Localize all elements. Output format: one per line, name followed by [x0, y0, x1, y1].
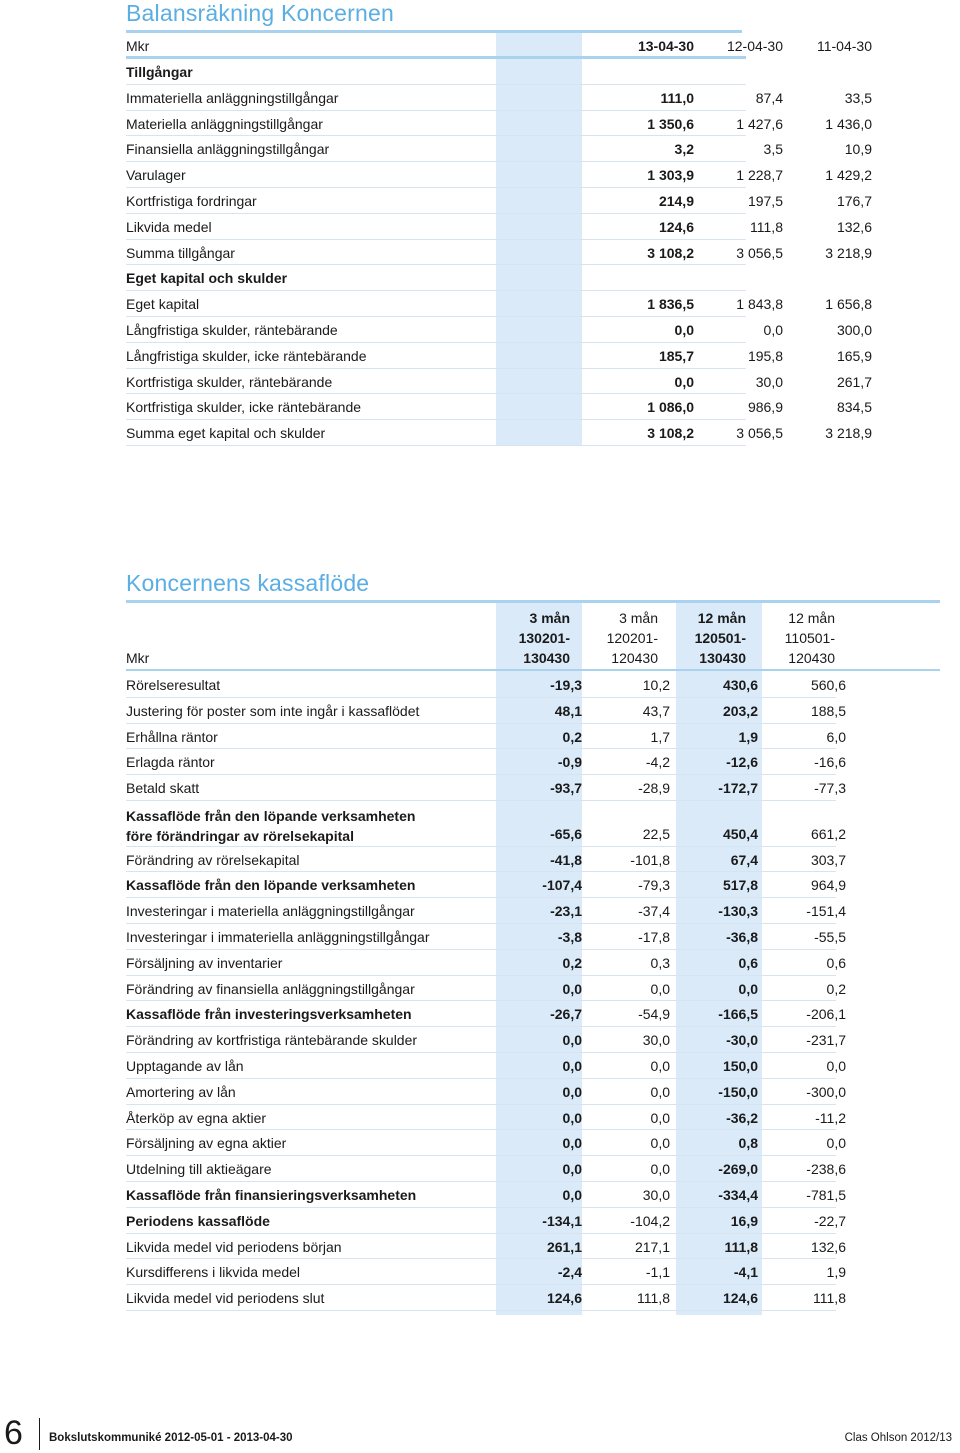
- row-value-c1: 124,6: [658, 218, 694, 235]
- table-row: [126, 1001, 846, 1027]
- row-label-line1: Betald skatt: [126, 780, 200, 797]
- row-label: [126, 806, 415, 846]
- table-row: [126, 950, 846, 976]
- row-label-line1: Erhållna räntor: [126, 728, 218, 745]
- table-row: [126, 343, 872, 369]
- row-label-line1: Återköp av egna aktier: [126, 1109, 267, 1126]
- table-row: [126, 1285, 846, 1311]
- row-value-c2: 1 228,7: [736, 167, 783, 184]
- row-value-c2: 217,1: [634, 1238, 670, 1255]
- balance-table: [126, 59, 872, 446]
- row-label: Långfristiga skulder, räntebärande: [126, 321, 338, 338]
- table-row: [126, 85, 872, 111]
- row-label: [126, 1006, 412, 1022]
- table-row: [126, 111, 872, 137]
- row-value-c2: 195,8: [747, 347, 783, 364]
- cashflow-header-col2: [607, 608, 658, 668]
- row-label: [126, 780, 199, 796]
- table-row: [126, 188, 872, 214]
- row-label-line2: före förändringar av rörelsekapital: [126, 827, 354, 844]
- row-value-c3: 300,0: [836, 321, 872, 338]
- row-label: Eget kapital och skulder: [126, 270, 288, 287]
- row-label-line1: Likvida medel vid periodens början: [126, 1238, 342, 1255]
- table-row: [126, 240, 872, 266]
- row-value-c2: 22,5: [642, 825, 670, 842]
- row-value-c3: 67,4: [730, 851, 758, 868]
- cashflow-table: [126, 672, 846, 1311]
- row-value-c1: 111,0: [660, 89, 694, 106]
- row-label: [126, 1135, 286, 1151]
- row-value-c4: -300,0: [806, 1083, 846, 1100]
- row-value-c2: 0,0: [650, 1135, 670, 1152]
- row-value-c4: 132,6: [810, 1238, 846, 1255]
- row-value-c1: 0,2: [562, 954, 582, 971]
- cashflow-header-col3-period: 12 mån: [697, 610, 746, 626]
- row-value-c2: 0,0: [650, 1161, 670, 1178]
- table-row: [126, 214, 872, 240]
- cashflow-header-col3: [695, 608, 746, 668]
- row-value-c2: -28,9: [638, 780, 670, 797]
- balance-title: Balansräkning Koncernen: [126, 0, 394, 26]
- row-label-line1: Investeringar i materiella anläggningstillgångar: [126, 903, 415, 920]
- row-value-c3: -4,1: [733, 1264, 758, 1281]
- row-label: [126, 1290, 324, 1306]
- table-row: [126, 1053, 846, 1079]
- row-value-c3: 517,8: [722, 877, 758, 894]
- row-value-c3: 1 436,0: [825, 115, 872, 132]
- row-value-c4: 303,7: [810, 851, 846, 868]
- row-label: Varulager: [126, 167, 186, 184]
- row-label: [126, 1110, 266, 1126]
- table-row: [126, 1156, 846, 1182]
- row-label: [126, 903, 415, 919]
- row-label: Kortfristiga fordringar: [126, 192, 257, 209]
- row-label-line1: Rörelseresultat: [126, 677, 221, 693]
- row-value-c1: -41,8: [550, 851, 582, 868]
- row-value-c4: -22,7: [814, 1212, 846, 1229]
- row-label: Materiella anläggningstillgångar: [126, 115, 323, 132]
- row-value-c1: -23,1: [550, 903, 582, 920]
- row-value-c2: 43,7: [642, 702, 670, 719]
- row-value-c2: 30,0: [755, 373, 783, 390]
- cashflow-header-col3-from: 120501-: [694, 630, 746, 646]
- row-label-line1: Investeringar i immateriella anläggningstillgångar: [126, 928, 430, 945]
- row-value-c1: 0,0: [562, 1135, 582, 1152]
- row-value-c3: 176,7: [836, 192, 872, 209]
- row-value-c2: -54,9: [638, 1006, 670, 1023]
- row-value-c1: -65,6: [550, 825, 582, 842]
- row-value-c1: 48,1: [554, 702, 582, 719]
- table-row: [126, 265, 746, 291]
- row-label-line1: Utdelning till aktieägare: [126, 1161, 272, 1178]
- cashflow-header-col1: [519, 608, 570, 668]
- row-value-c3: 450,4: [722, 825, 758, 842]
- row-value-c3: 1 429,2: [825, 167, 872, 184]
- row-value-c1: 0,0: [562, 1161, 582, 1178]
- row-value-c3: 430,6: [722, 677, 758, 693]
- row-value-c2: 3,5: [763, 141, 783, 158]
- row-value-c1: 3 108,2: [647, 244, 694, 261]
- row-value-c3: 16,9: [730, 1212, 758, 1229]
- row-value-c2: 197,5: [747, 192, 783, 209]
- row-label: [126, 1239, 342, 1255]
- row-value-c3: -30,0: [726, 1032, 758, 1049]
- row-value-c2: 0,0: [650, 1109, 670, 1126]
- row-value-c2: -79,3: [638, 877, 670, 894]
- row-label: [126, 1264, 300, 1280]
- row-value-c1: -2,4: [557, 1264, 582, 1281]
- row-value-c1: -26,7: [550, 1006, 582, 1023]
- row-label-line1: Förändring av rörelsekapital: [126, 851, 300, 868]
- row-value-c3: 124,6: [722, 1290, 758, 1307]
- row-value-c3: 33,5: [844, 89, 872, 106]
- table-row: [126, 369, 872, 395]
- row-label-line1: Förändring av finansiella anläggningstillgångar: [126, 980, 415, 997]
- row-value-c3: -130,3: [718, 903, 758, 920]
- row-value-c1: -3,8: [557, 928, 582, 945]
- row-value-c2: 0,0: [650, 1057, 670, 1074]
- row-value-c3: 1,9: [738, 728, 758, 745]
- row-label-line1: Erlagda räntor: [126, 754, 215, 771]
- row-label: Kortfristiga skulder, räntebärande: [126, 373, 333, 390]
- row-value-c2: -101,8: [630, 851, 670, 868]
- row-label: [126, 1161, 272, 1177]
- row-value-c1: 3,2: [674, 141, 694, 158]
- row-value-c1: 261,1: [546, 1238, 582, 1255]
- row-value-c1: 1 303,9: [647, 167, 694, 184]
- row-label: Immateriella anläggningstillgångar: [126, 89, 339, 106]
- balance-header: [126, 33, 872, 59]
- table-row: [126, 898, 846, 924]
- footer-report-title: Bokslutskommuniké 2012-05-01 - 2013-04-30: [49, 1432, 293, 1444]
- row-value-c3: -12,6: [726, 754, 758, 771]
- row-label: [126, 981, 415, 997]
- row-label-line1: Försäljning av egna aktier: [126, 1135, 287, 1152]
- table-row: [126, 698, 846, 724]
- table-row: [126, 1105, 846, 1131]
- row-label: [126, 1084, 236, 1100]
- row-label: [126, 703, 419, 719]
- row-value-c1: 185,7: [658, 347, 694, 364]
- row-value-c4: -151,4: [806, 903, 846, 920]
- row-label: Finansiella anläggningstillgångar: [126, 141, 330, 158]
- row-label: [126, 677, 220, 693]
- table-row: [126, 749, 846, 775]
- row-value-c2: 111,8: [750, 218, 783, 235]
- row-value-c2: 30,0: [642, 1032, 670, 1049]
- row-label: [126, 877, 415, 893]
- row-value-c4: -11,2: [815, 1109, 846, 1126]
- cashflow-header-col2-from: 120201-: [606, 630, 658, 646]
- table-row: [126, 420, 872, 446]
- row-value-c4: -231,7: [806, 1032, 846, 1049]
- row-value-c4: -16,6: [814, 754, 846, 771]
- row-value-c4: -55,5: [814, 928, 846, 945]
- row-value-c3: -36,8: [726, 928, 758, 945]
- footer-company: Clas Ohlson 2012/13: [844, 1432, 952, 1444]
- row-value-c2: 111,8: [637, 1290, 670, 1307]
- row-value-c2: -4,2: [645, 754, 670, 771]
- cashflow-header-col4-from: 110501-: [784, 630, 835, 646]
- table-row: [126, 801, 846, 847]
- row-value-c2: 0,0: [763, 321, 783, 338]
- table-row: [126, 291, 872, 317]
- table-row: [126, 1182, 846, 1208]
- row-value-c4: 560,6: [810, 677, 846, 693]
- row-label: [126, 754, 215, 770]
- row-value-c4: 0,2: [826, 980, 846, 997]
- balance-header-label: Mkr: [126, 38, 150, 54]
- cashflow-header-col4: [785, 608, 835, 668]
- row-label-line1: Upptagande av lån: [126, 1057, 244, 1074]
- row-label: Tillgångar: [126, 64, 193, 80]
- table-row: [126, 724, 846, 750]
- table-row: [126, 1234, 846, 1260]
- row-label: [126, 1213, 270, 1229]
- row-value-c1: -107,4: [542, 877, 582, 894]
- table-row: [126, 672, 846, 698]
- row-label-line1: Förändring av kortfristiga räntebärande skulder: [126, 1032, 418, 1049]
- row-value-c4: 188,5: [810, 702, 846, 719]
- cashflow-header-col4-to: 120430: [788, 650, 835, 666]
- row-label: [126, 955, 282, 971]
- row-value-c2: 3 056,5: [736, 425, 783, 442]
- page-number: 6: [4, 1414, 23, 1452]
- table-row: [126, 1130, 846, 1156]
- row-value-c1: 124,6: [546, 1290, 582, 1307]
- row-value-c3: 0,8: [738, 1135, 758, 1152]
- row-value-c1: 1 086,0: [647, 399, 694, 416]
- table-row: [126, 847, 846, 873]
- row-value-c2: 986,9: [747, 399, 783, 416]
- table-row: [126, 775, 846, 801]
- row-value-c1: -19,3: [550, 677, 582, 693]
- row-value-c3: 3 218,9: [825, 425, 872, 442]
- cashflow-header-col4-period: 12 mån: [788, 610, 835, 626]
- row-value-c3: 0,6: [738, 954, 758, 971]
- row-value-c3: -166,5: [718, 1006, 758, 1023]
- row-label: [126, 1058, 244, 1074]
- row-value-c1: 0,0: [562, 1083, 582, 1100]
- row-label: Likvida medel: [126, 218, 212, 235]
- row-value-c4: -77,3: [814, 780, 846, 797]
- row-value-c3: 3 218,9: [825, 244, 872, 261]
- cashflow-header-col1-from: 130201-: [518, 630, 570, 646]
- row-value-c1: 0,0: [562, 1109, 582, 1126]
- row-value-c4: 1,9: [826, 1264, 846, 1281]
- cashflow-header-col1-period: 3 mån: [529, 610, 570, 626]
- row-value-c3: 150,0: [722, 1057, 758, 1074]
- row-value-c1: 0,0: [562, 1032, 582, 1049]
- row-label-line1: Amortering av lån: [126, 1083, 236, 1100]
- row-label: [126, 1032, 417, 1048]
- row-value-c4: 6,0: [826, 728, 846, 745]
- row-label: [126, 929, 430, 945]
- row-value-c3: 10,9: [844, 141, 872, 158]
- row-value-c2: 3 056,5: [736, 244, 783, 261]
- row-label-line1: Likvida medel vid periodens slut: [126, 1290, 325, 1307]
- balance-header-col2: 12-04-30: [726, 38, 783, 54]
- row-label-line1: Försäljning av inventarier: [126, 954, 283, 971]
- page-footer: [0, 1410, 960, 1451]
- row-value-c1: 3 108,2: [647, 425, 694, 442]
- row-value-c3: -334,4: [718, 1186, 758, 1203]
- row-value-c2: 87,4: [755, 89, 783, 106]
- balance-header-col1: 13-04-30: [637, 38, 694, 54]
- row-label-line1: Kursdifferens i likvida medel: [126, 1264, 301, 1281]
- row-label-line1: Justering för poster som inte ingår i kassaflödet: [126, 702, 420, 719]
- table-row: [126, 976, 846, 1002]
- row-value-c1: 1 350,6: [647, 115, 694, 132]
- row-value-c4: -781,5: [806, 1186, 846, 1203]
- cashflow-header-col1-to: 130430: [523, 650, 570, 666]
- row-value-c2: 30,0: [642, 1186, 670, 1203]
- row-value-c4: -238,6: [806, 1161, 846, 1178]
- row-value-c2: -37,4: [638, 903, 670, 920]
- cashflow-header-col3-to: 130430: [699, 650, 746, 666]
- row-value-c2: 1 427,6: [736, 115, 783, 132]
- row-value-c4: 661,2: [810, 825, 846, 842]
- row-label: Långfristiga skulder, icke räntebärande: [126, 347, 367, 364]
- row-value-c3: 165,9: [836, 347, 872, 364]
- row-value-c1: 0,0: [674, 321, 694, 338]
- row-value-c2: 1,7: [650, 728, 670, 745]
- table-row: [126, 872, 846, 898]
- row-value-c3: 1 656,8: [825, 296, 872, 313]
- row-label-line1: Kassaflöde från den löpande verksamheten: [126, 807, 416, 824]
- row-value-c3: -150,0: [718, 1083, 758, 1100]
- row-value-c3: -269,0: [718, 1161, 758, 1178]
- cashflow-header-col2-to: 120430: [611, 650, 658, 666]
- row-value-c1: -0,9: [557, 754, 582, 771]
- row-value-c3: -36,2: [726, 1109, 758, 1126]
- row-value-c3: 834,5: [836, 399, 872, 416]
- row-value-c1: -134,1: [542, 1212, 582, 1229]
- cashflow-header-col2-period: 3 mån: [619, 610, 658, 626]
- row-label: [126, 1187, 416, 1203]
- table-row: [126, 1027, 846, 1053]
- row-value-c1: 0,0: [562, 1186, 582, 1203]
- row-value-c2: -17,8: [638, 928, 670, 945]
- row-value-c4: 0,6: [826, 954, 846, 971]
- row-value-c2: 0,3: [650, 954, 670, 971]
- row-label: [126, 852, 300, 868]
- row-value-c2: 0,0: [650, 1083, 670, 1100]
- row-value-c4: 111,8: [813, 1290, 846, 1307]
- cashflow-header-rule: [126, 669, 940, 671]
- row-value-c3: 261,7: [836, 373, 872, 390]
- row-value-c4: 964,9: [810, 877, 846, 894]
- row-value-c2: 0,0: [650, 980, 670, 997]
- row-value-c1: 1 836,5: [647, 296, 694, 313]
- table-row: [126, 394, 872, 420]
- row-label-line1: Kassaflöde från investeringsverksamheten: [126, 1006, 412, 1023]
- row-value-c3: 0,0: [738, 980, 758, 997]
- row-value-c4: 0,0: [826, 1057, 846, 1074]
- table-row: [126, 136, 872, 162]
- table-row: [126, 59, 746, 85]
- row-value-c3: 203,2: [722, 702, 758, 719]
- row-label: [126, 729, 218, 745]
- cashflow-header-label: Mkr: [126, 650, 150, 666]
- footer-divider: [39, 1418, 40, 1450]
- table-row: [126, 924, 846, 950]
- table-row: [126, 1259, 846, 1285]
- row-value-c1: -93,7: [550, 780, 582, 797]
- row-value-c3: -172,7: [718, 780, 758, 797]
- row-value-c1: 0,2: [562, 728, 582, 745]
- row-value-c4: 0,0: [826, 1135, 846, 1152]
- row-value-c2: 10,2: [642, 677, 670, 693]
- row-value-c1: 0,0: [562, 980, 582, 997]
- row-label-line1: Periodens kassaflöde: [126, 1212, 270, 1229]
- cashflow-title: Koncernens kassaflöde: [126, 570, 370, 596]
- row-value-c1: 0,0: [562, 1057, 582, 1074]
- row-value-c2: 1 843,8: [736, 296, 783, 313]
- table-row: [126, 162, 872, 188]
- row-label-line1: Kassaflöde från den löpande verksamheten: [126, 877, 416, 894]
- balance-header-col3: 11-04-30: [816, 38, 872, 54]
- row-value-c4: -206,1: [806, 1006, 846, 1023]
- row-value-c3: 111,8: [724, 1238, 758, 1255]
- row-value-c2: -104,2: [630, 1212, 670, 1229]
- table-row: [126, 317, 872, 343]
- row-value-c1: 214,9: [658, 192, 694, 209]
- table-row: [126, 1208, 846, 1234]
- row-label: Eget kapital: [126, 296, 200, 313]
- row-value-c2: -1,1: [645, 1264, 670, 1281]
- row-label: Summa eget kapital och skulder: [126, 425, 326, 442]
- table-row: [126, 1079, 846, 1105]
- row-label: Summa tillgångar: [126, 244, 235, 261]
- row-label: Kortfristiga skulder, icke räntebärande: [126, 399, 362, 416]
- row-label-line1: Kassaflöde från finansieringsverksamheten: [126, 1186, 417, 1203]
- row-value-c3: 132,6: [836, 218, 872, 235]
- row-value-c1: 0,0: [674, 373, 694, 390]
